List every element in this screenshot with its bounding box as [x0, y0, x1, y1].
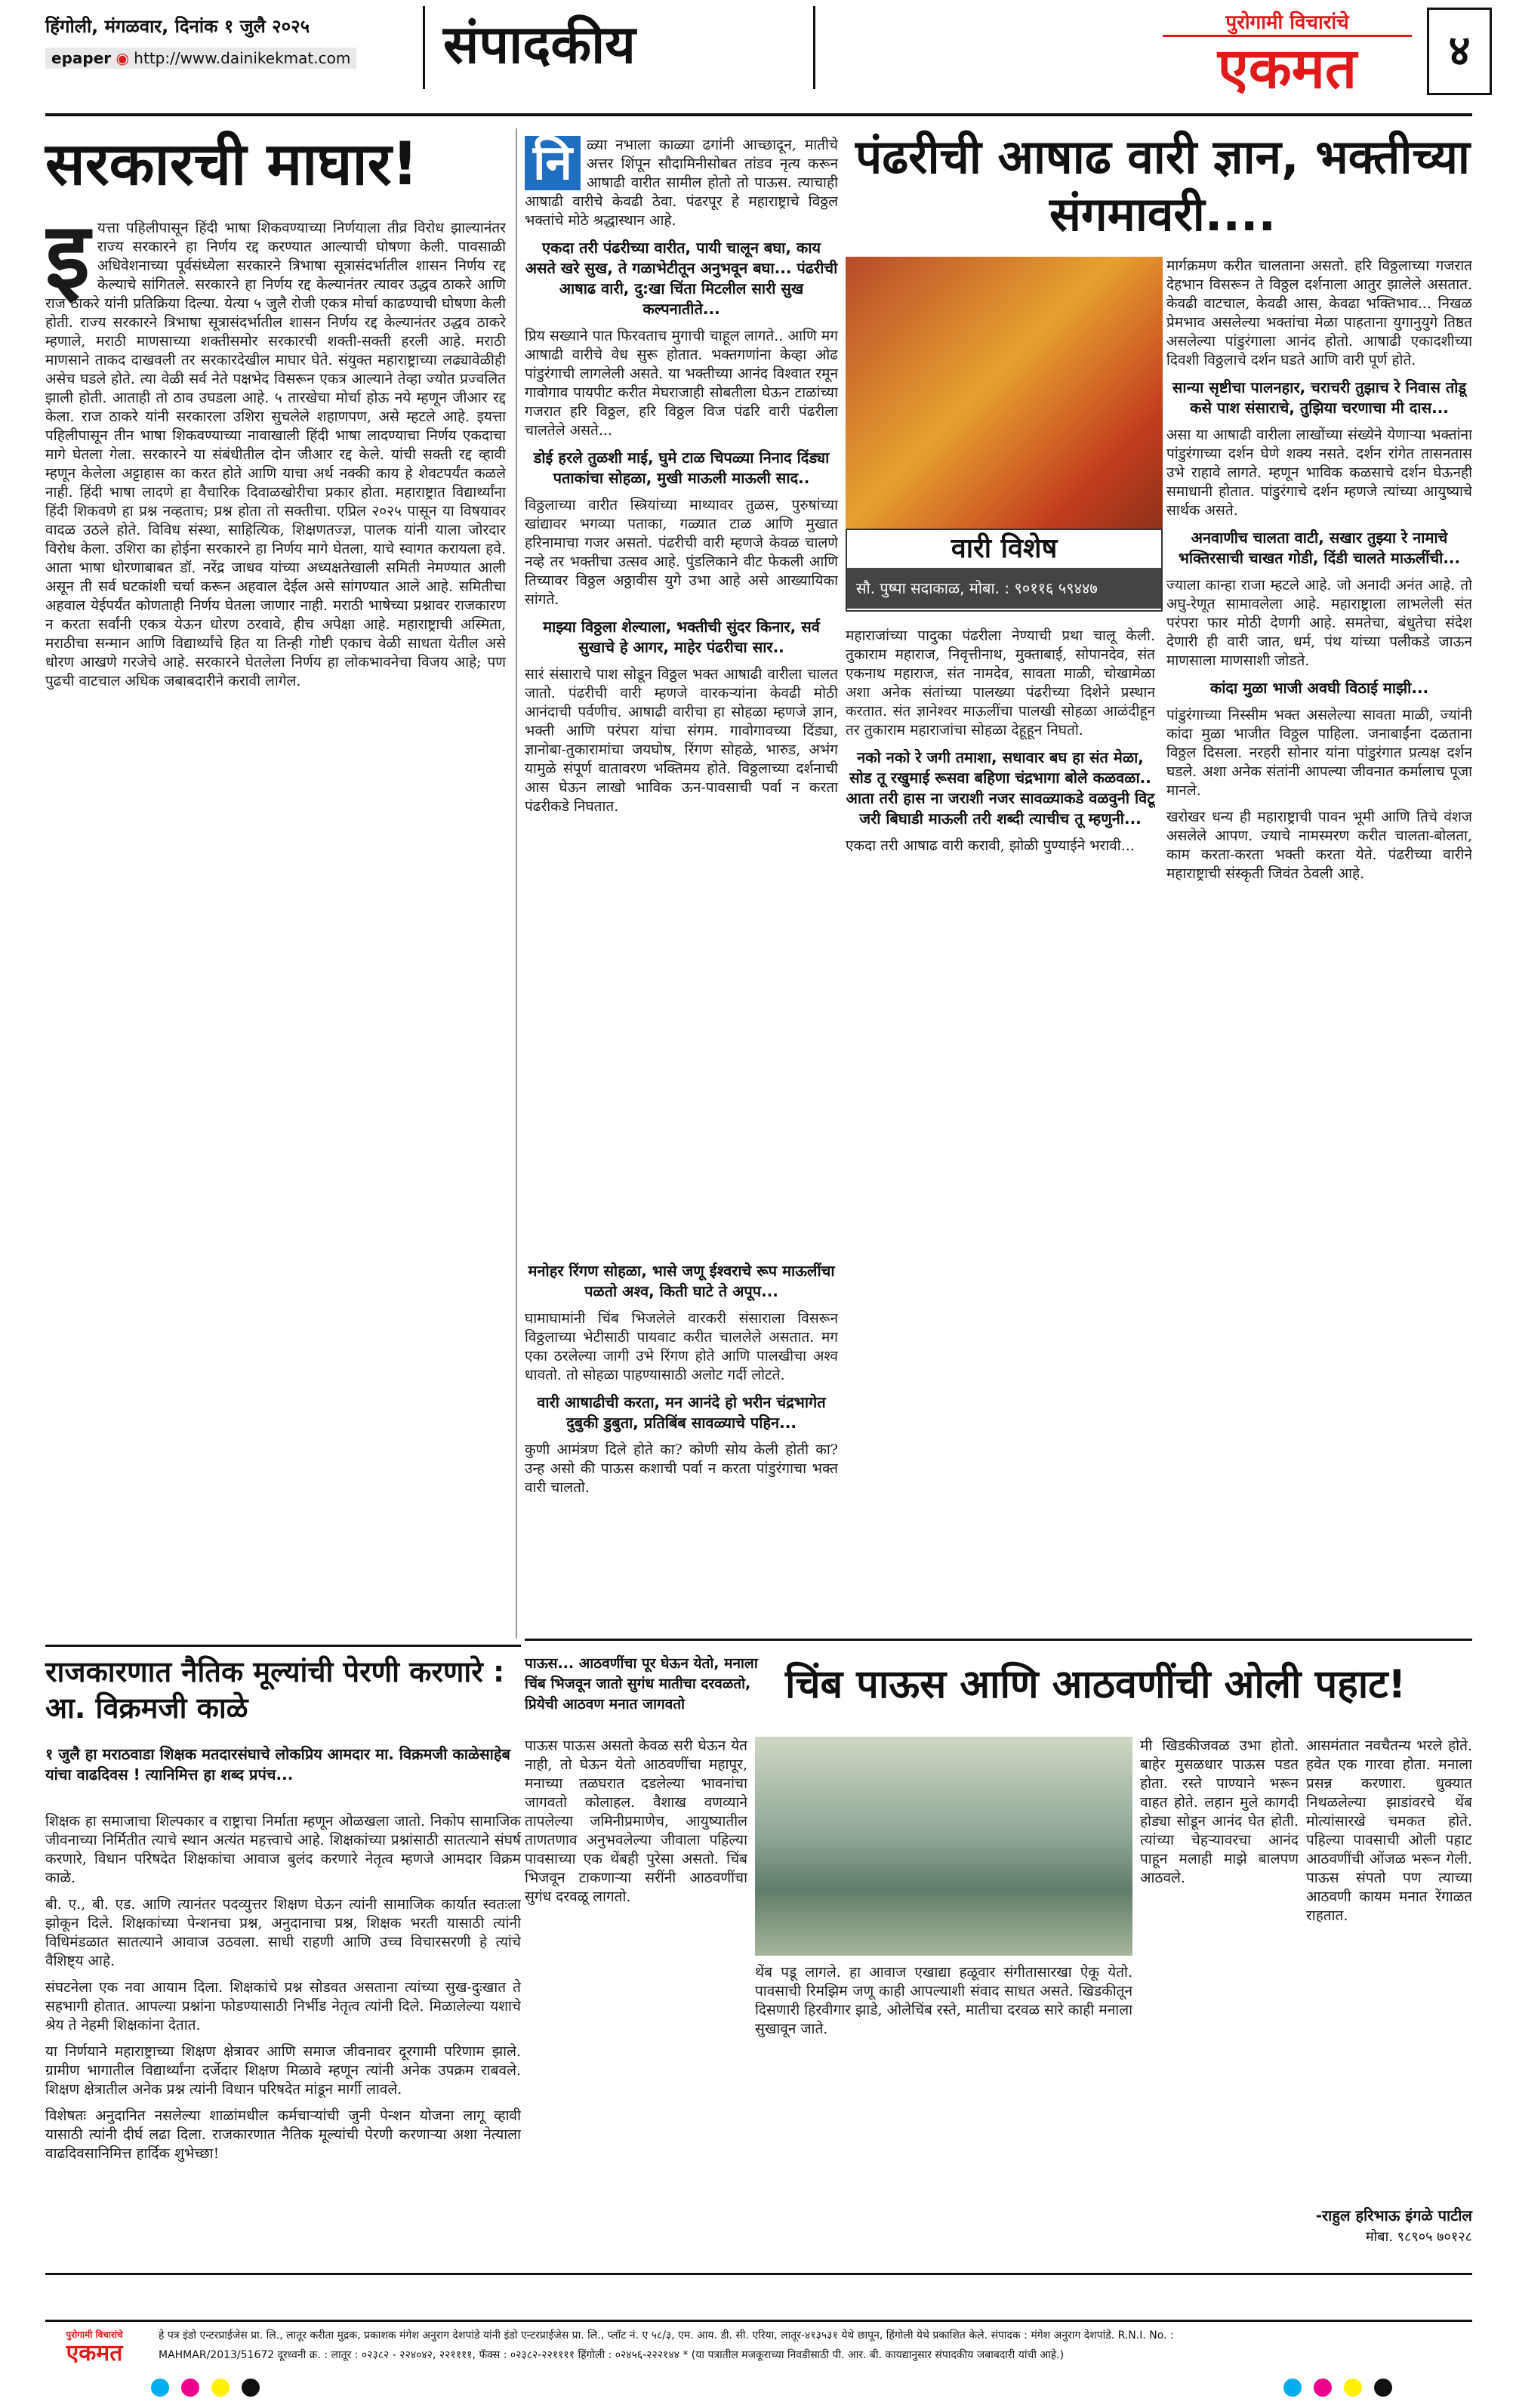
footer — [45, 2320, 1472, 2375]
rain-byline: -राहुल हरिभाऊ इंगळे पाटील — [1315, 2206, 1472, 2225]
wari-col-2 — [525, 1253, 838, 1623]
tribute-paragraph: संघटनेला एक नवा आयाम दिला. शिक्षकांचे प्रश्न सोडवत असताना त्यांच्या सुख-दुःखात ते सहभागी होतात. आपल्या प्रश्नांना फोडण्यासाठी निर्भीड नेतृत्व त्यांनी दिले. मिळालेल्या यशाचे श्रेय ते नेहमी शिक्षकांना देतात. — [45, 1979, 521, 2033]
wari-subhead: एकदा तरी पंढरीच्या वारीत, पायी चालून बघा, काय असते खरे सुख, ते गळाभेटीतून अनुभवून बघा... पंढरीची आषाढ वारी, दु:खा चिंता मिटलील सारी सुख कल्पनातीते... — [525, 239, 838, 318]
globe-icon: ◉ — [116, 49, 134, 67]
tribute-paragraph: बी. ए., बी. एड. आणि त्यानंतर पदव्युत्तर शिक्षण घेऊन त्यांनी सामाजिक कार्यात स्वतःला झोकून दिले. शिक्षकांच्या पेन्शनचा प्रश्न, अनुदानाचा प्रश्न, शिक्षक भरती यासाठी त्यांनी विधिमंडळात सातत्याने आवाज उठवला. साधी राहणी आणि उच्च विचारसरणी हे त्यांचे वैशिष्ट्य आहे. — [45, 1896, 521, 1969]
wari-headline: पंढरीची आषाढ वारी ज्ञान, भक्तीच्या संगमावरी.... — [855, 129, 1470, 242]
logo-name: एकमत — [1217, 36, 1357, 101]
rain-paragraph: थेंब पडू लागले. हा आवाज एखाद्या हळूवार संगीतासारखा ऐकू येतो. पावसाची रिमझिम जणू काही आपल्याशी संवाद साधत असते. खिडकीतून दिसणारी हिरवीगार झाडे, ओलेचिंब रस्ते, मातीचा दरवळ सारे काही मनाला सुखावून जाते. — [755, 1964, 1132, 2037]
dateline: हिंगोली, मंगळवार, दिनांक १ जुलै २०२५ — [45, 16, 310, 37]
wari-paragraph: कुणी आमंत्रण दिले होते का? कोणी सोय केली होती का? उन्ह असो की पाऊस कशाची पर्वा न करता पांडुरंगाचा भक्त वारी चालतो. — [525, 1441, 838, 1496]
section-title: संपादकीय — [423, 6, 815, 89]
column-divider — [516, 128, 517, 1639]
editorial-headline: सरकारची माघार! — [45, 131, 419, 199]
wari-subhead: वारी आषाढीची करता, मन आनंदे हो भरीन चंद्रभागेत दुबुकी डुबुता, प्रतिबिंब सावळ्याचे पहिन... — [537, 1393, 826, 1432]
logo-tagline: पुरोगामी विचारांचे — [1163, 8, 1412, 37]
rain-col-2 — [755, 1963, 1132, 2265]
wari-paragraph: सारं संसाराचे पाश सोडून विठ्ठल भक्त आषाढी वारीला चालत जातो. पंढरीची वारी म्हणजे वारकऱ्यांना केवढी मोठी आनंदाची पर्वणीच. आषाढी वारीचा हा सोहळा म्हणजे ज्ञान, भक्ती आणि परंपरा यांचा संगम. गावोगावच्या दिंड्या, ज्ञानोबा-तुकारामांचा जयघोष, रिंगण सोहळे, भारुड, अभंग यामुळे संपूर्ण वातावरण भक्तिमय होते. विठ्ठलाच्या दर्शनाची आस घेऊन लाखो भाविक ऊन-पावसाची पर्वा न करता पंढरीकडे निघतात. — [525, 666, 838, 815]
rain-photo — [755, 1737, 1132, 1956]
registration-mark — [1374, 2379, 1392, 2397]
tribute-paragraph: शिक्षक हा समाजाचा शिल्पकार व राष्ट्राचा निर्माता म्हणून ओळखला जातो. निकोप सामाजिक जीवनाच्या निर्मितीत त्याचे स्थान अत्यंत महत्त्वाचे आहे. शिक्षकांच्या प्रश्नांसाठी सातत्याने संघर्ष करणारे, विधान परिषदेत शिक्षकांचा आवाज बुलंद करणारे नेतृत्व म्हणजे आमदार विक्रम काळे. — [45, 1813, 521, 1886]
footer-logo-name: एकमत — [66, 2340, 123, 2366]
wari-label — [846, 529, 1163, 612]
wari-paragraph: प्रिय सख्याने पात फिरवताच मुगाची चाहूल लागते.. आणि मग आषाढी वारीचे वेध सुरू होतात. भक्तगणांना केव्हा ओढ पांडुरंगाची लागलेली असते. या भक्तीच्या आनंद विश्वात रमून गावोगाव पायपीट करीत मेघराजाही सोबतीला घेऊन टाळांच्या गजरात हरि विठ्ठल, हरि विठ्ठल विज पंढरि वारी पंढरीला चालतेले असते... — [525, 328, 838, 439]
tribute-paragraph: या निर्णयाने महाराष्ट्राच्या शिक्षण क्षेत्रावर आणि समाज जीवनावर दूरगामी परिणाम झाले. ग्रामीण भागातील विद्यार्थ्यांना दर्जेदार शिक्षण मिळावे म्हणून त्यांनी अनेक उपक्रम राबवले. शिक्षण क्षेत्रातील अनेक प्रश्न त्यांनी विधान परिषदेत मांडून मार्गी लावले. — [45, 2043, 521, 2098]
registration-mark — [1283, 2379, 1302, 2397]
registration-mark — [1344, 2379, 1362, 2397]
rain-col-3 — [1140, 1737, 1299, 2265]
registration-mark — [1314, 2379, 1332, 2397]
rain-paragraph: मी खिडकीजवळ उभा होतो. बाहेर मुसळधार पाऊस पडत होता. रस्ते पाण्याने भरून वाहत होते. लहान मुले कागदी होड्या सोडून आनंद घेत होती. त्यांच्या चेहऱ्यावरचा आनंद पाहून मलाही माझे बालपण आठवले. — [1140, 1737, 1299, 1886]
wari-paragraph: ज्याला कान्हा राजा म्हटले आहे. जो अनादी अनंत आहे. तो अघु-रेणूत सामावलेला आहे. महाराष्ट्राला लाभलेली संत परंपरा फार मोठी देणगी आहे. समतेचा, बंधुतेचा संदेश देणारी ही वारी जात, धर्म, पंथ यांच्या पलीकडे जाऊन माणसाला माणसाशी जोडते. — [1166, 577, 1472, 669]
rain-paragraph: आसमंतात नवचैतन्य भरले होते. हवेत एक गारवा होता. मनाला प्रसन्न करणारा. धुक्यात निथळलेल्या झाडांवरचे थेंब मोत्यांसारखे चमकत होते. पहिल्या पावसाची ओली पहाट आठवणींची ओंजळ भरून गेली. पाऊस संपतो पण त्याच्या आठवणी कायम मनात रेंगाळत राहतात. — [1306, 1737, 1472, 1924]
wari-subhead: नको नको रे जगी तमाशा, सधावार बघ हा संत मेळा, सोड तू रखुमाई रूसवा बहिणा चंद्रभागा बोले कळवळा.. आता तरी हास ना जराशी नजर सावळ्याकडे वळवुनी विटू जरी बिघाडी माऊली तरी शब्दी त्याचीच तू म्हणुनी... — [846, 748, 1155, 828]
website-link[interactable]: http://www.dainikekmat.com — [134, 49, 351, 67]
wari-paragraph: विठ्ठलाच्या वारीत स्त्रियांच्या माथ्यावर तुळस, पुरुषांच्या खांद्यावर भगव्या पताका, गळ्यात टाळ आणि मुखात हरिनामाचा गजर असतो. पंढरीची वारी म्हणजे केवळ चालणे नव्हे तर भक्तीचा उत्सव आहे. पुंडलिकाने वीट फेकली आणि तिच्यावर विठ्ठल अठ्ठावीस युगे उभा आहे असे आख्यायिका सांगते. — [525, 497, 838, 608]
wari-intro: ळ्या नभाला काळ्या ढगांनी आच्छादून, मातीचे अत्तर शिंपून सौदामिनीसोबत तांडव नृत्य करून आषाढी वारीत सामील होतो तो पाऊस. त्याचाही आषाढी वारीचे केवढी ठेवा. पंढरपूर हे महाराष्ट्राचे विठ्ठल भक्तांचे मोठे श्रद्धास्थान आहे. — [525, 137, 838, 229]
registration-mark — [211, 2379, 230, 2397]
wari-subhead: मनोहर रिंगण सोहळा, भासे जणू ईश्वराचे रूप माऊलींचा पळतो अश्व, किती घाटे ते अपूप... — [528, 1262, 835, 1300]
registration-mark — [181, 2379, 199, 2397]
wari-byline: सौ. पुष्पा सदाकाळ, मोबा. : ९०११६ ५९४४७ — [847, 568, 1161, 609]
wari-paragraph: पांडुरंगाच्या निस्सीम भक्त असलेल्या सावता माळी, ज्यांनी कांदा मुळा भाजीत विठ्ठल पाहिला. जनाबाईंना दळताना विठ्ठल दिसला. नरहरी सोनार यांना पांडुरंगात प्रत्यक्ष दर्शन घडले. अशा अनेक संतांनी आपल्या जीवनात कर्मालाच पूजा मानले. — [1166, 707, 1472, 799]
wari-subhead: अनवाणीच चालता वाटी, सखार तुझ्या रे नामाचे भक्तिरसाची चाखत गोडी, दिंडी चालते माऊलींची... — [1178, 529, 1461, 567]
wari-col-4 — [1166, 257, 1472, 1631]
tribute-paragraph: विशेषतः अनुदानित नसलेल्या शाळांमधील कर्मचाऱ्यांची जुनी पेन्शन योजना लागू व्हावी यासाठी त्यांनी दीर्घ लढा दिला. राजकारणात नैतिक मूल्यांची पेरणी करणाऱ्या अशा नेत्याला वाढदिवसानिमित्त हार्दिक शुभेच्छा! — [45, 2107, 521, 2162]
wari-paragraph: खरोखर धन्य ही महाराष्ट्राची पावन भूमी आणि तिचे वंशज असलेले आपण. ज्याचे नामस्मरण करीत चालता-बोलता, काम करता-करता भक्ती करता येते. पंढरीच्या वारीने महाराष्ट्राची संस्कृती जिवंत ठेवली आहे. — [1166, 809, 1472, 882]
wari-subhead: सान्या सृष्टीचा पालनहार, चराचरी तुझाच रे निवास तोडू कसे पाश संसाराचे, तुझिया चरणाचा मी दास... — [1172, 378, 1467, 417]
wari-paragraph: एकदा तरी आषाढ वारी करावी, झोळी पुण्याईने भरावी... — [846, 837, 1135, 854]
wari-col-1 — [525, 136, 838, 1246]
wari-paragraph: महाराजांच्या पादुका पंढरीला नेण्याची प्रथा चालू केली. तुकाराम महाराज, निवृत्तीनाथ, मुक्ताबाई, सोपानदेव, संत एकनाथ महाराज, संत नामदेव, सावता माळी, चोखामेळा अशा अनेक संतांच्या पालख्या पंढरीच्या दिशेने प्रस्थान करतात. संत ज्ञानेश्वर माऊलींचा पालखी सोहळा आळंदीहून तर तुकाराम महाराजांचा सोहळा देहूहून निघतो. — [846, 627, 1155, 738]
masthead-logo — [1163, 8, 1412, 106]
rain-col-1 — [525, 1737, 747, 2265]
registration-mark — [151, 2379, 169, 2397]
tribute-lead: १ जुलै हा मराठवाडा शिक्षक मतदारसंघाचे लोकप्रिय आमदार मा. विक्रमजी काळेसाहेब यांचा वाढदिवस ! त्यानिमित्त हा शब्द प्रपंच... — [45, 1745, 510, 1784]
tribute-col-1 — [45, 1812, 521, 2265]
tribute-headline: राजकारणात नैतिक मूल्यांची पेरणी करणारे : आ. विक्रमजी काळे — [45, 1655, 505, 1725]
wari-subhead: डोई हरले तुळशी माई, घुमे टाळ चिपळ्या निनाद दिंड्या पताकांचा सोहळा, मुखी माऊली माऊली साद.. — [533, 449, 830, 487]
footer-logo-tagline: पुरोगामी विचारांचे — [66, 2329, 123, 2340]
wari-intro-cap: नि — [525, 136, 581, 190]
rain-divider — [525, 1639, 1472, 1641]
wari-paragraph: मार्गक्रमण करीत चालताना असतो. हरि विठ्ठलाच्या गजरात देहभान विसरून ते विठ्ठल दर्शनाला आतुर झालेले असतात. केवढी वाटचाल, केवढी आस, केवढा भक्तिभाव... निखळ प्रेमभाव असलेल्या भक्तांचा मेळा पाहताना युगानुयुगे तिष्ठत असलेल्या पांडुरंगाला आनंद होतो. आषाढी एकादशीच्या दिवशी विठ्ठलाचे दर्शन घडते आणि वारी पूर्ण होते. — [1166, 257, 1472, 368]
rain-col-4 — [1306, 1737, 1472, 2197]
wari-subhead: माझ्या विठ्ठला शेल्याला, भक्तीची सुंदर किनार, सर्व सुखाचे हे आगर, माहेर पंढरीचा सार.. — [543, 618, 820, 656]
editorial-dropcap: इ — [45, 219, 90, 309]
footer-logo — [45, 2328, 143, 2366]
page-number: ४ — [1427, 8, 1492, 95]
rain-paragraph: पाऊस पाऊस असतो केवळ सरी घेऊन येत नाही, तो घेऊन येतो आठवणींचा महापूर, मनाच्या तळघरात दडलेल्या भावनांचा जागवतो कोलाहल. वैशाख वणव्याने तापलेल्या जमिनीप्रमाणेच, आयुष्यातील ताणतणाव अनुभवलेल्या जीवाला पहिल्या पावसाच्या एक थेंबही पुरेसा असतो. चिंब भिजवून टाकणाऱ्या सरींनी आठवणींचा सुगंध दरवळू लागतो. — [525, 1737, 747, 1905]
rain-headline: चिंब पाऊस आणि आठवणींची ओली पहाट! — [785, 1662, 1407, 1707]
footer-imprint: हे पत्र इंडो एन्टरप्राईजेस प्रा. लि., लातूर करीता मुद्रक, प्रकाशक मंगेश अनुराग देशपांडे यांनी इंडो एन्टरप्राईजेस प्रा. लि., प्लॉट नं. ए ५८/३, एम. आय. डी. सी. एरिया, लातूर-४१३५३१ येथे छापून, हिंगोली येथे प्रकाशित केले. संपादक : मंगेश अनुराग देशपांडे. R.N.I. No. : — [159, 2329, 1174, 2342]
epaper-bar — [45, 48, 356, 69]
rain-poem: पाऊस... आठवणींचा पूर घेऊन येतो, मनाला चिंब भिजवून जातो सुगंध मातीचा दरवळतो, प्रियेची आठवण मनात जागवतो — [525, 1655, 758, 1713]
wari-special-label: वारी विशेष — [951, 533, 1058, 564]
bottom-divider — [45, 2273, 1472, 2275]
tribute-divider — [45, 1645, 521, 1647]
epaper-label: epaper — [51, 49, 112, 67]
registration-mark — [242, 2379, 260, 2397]
wari-paragraph: असा या आषाढी वारीला लाखोंच्या संख्येने येणाऱ्या भक्तांना पांडुरंगाच्या दर्शन घेणे शक्य नसते. दर्शन रांगेत तासनतास उभे राहावे लागते. म्हणून भाविक कळसाचे दर्शन घेऊनही समाधानी होतात. पांडुरंगाचे दर्शन म्हणजे त्यांच्या आयुष्याचे सार्थक असते. — [1166, 427, 1472, 519]
editorial-body: यत्ता पहिलीपासून हिंदी भाषा शिकवण्याच्या निर्णयाला तीव्र विरोध झाल्यानंतर राज्य सरकारने हा निर्णय रद्द करण्यात आल्याची घोषणा केली. पावसाळी अधिवेशनाच्या पूर्वसंध्येला सरकारने त्रिभाषा सूत्रासंदर्भातील शासन निर्णय रद्द केल्याचे सांगितले. सरकारने हा निर्णय रद्द केल्यानंतर त्यावर उद्धव ठाकरे आणि राज ठाकरे यांनी प्रतिक्रिया दिल्या. येत्या ५ जुलै रोजी एकत्र मोर्चा काढण्याची घोषणा केली होती. राज्य सरकारने त्रिभाषा सूत्रासंदर्भातील शासन निर्णय रद्द केल्यानंतर उद्धव ठाकरे म्हणाले, मराठी माणसाच्या शक्तीसमोर सरकारची शक्ती-सक्ती हरली आहे. मराठी माणसाने ताकद दाखवली तर सरकारदेखील माघार घेते. संयुक्त महाराष्ट्राच्या लढ्यावेळीही असेच घडले होते. त्या वेळी सर्व नेते पक्षभेद विसरून एकत्र आल्याने तेव्हा ज्योत प्रज्वलित झाली होती. आताही तो ठाव उघडला आहे. ५ तारखेचा मोर्चा होऊ नये म्हणून जीआर रद्द केला. राज ठाकरे यांनी सरकारला उशिरा सुचलेले शहाणपण, असे म्हटले आहे. इयत्ता पहिलीपासून तीन भाषा शिकवण्याच्या नावाखाली हिंदी भाषा लादण्याचा निर्णय एकदाचा मागे घेतला गेला. सरकारने या संबंधीतील दोन जीआर रद्द केले. यांची सक्ती रद्द व्हावी म्हणून केलेला अट्टाहास का करत होते आणि याचा अर्थ नक्की काय हे शेवटपर्यंत कळले नाही. हिंदी भाषा लादणे हा वैचारिक दिवाळखोरीचा प्रकार होता. महाराष्ट्रात विद्यार्थ्यांना हिंदी शिकवणे हा प्रश्न नव्हताच; प्रश्न होता तो सक्तीचा. एप्रिल २०२५ पासून या विषयावर वादळ उठले होते. विविध संस्था, साहित्यिक, शिक्षणतज्ज्ञ, पालक यांनी याला जोरदार विरोध केला. उशिरा का होईना सरकारने हा निर्णय मागे घेतला, याचे स्वागत करायला हवे. आता भाषा धोरणाबाबत डॉ. नरेंद्र जाधव यांच्या अध्यक्षतेखाली समिती नेमण्यात आली असून ती सर्व घटकांशी चर्चा करून अहवाल देईल असे सांगण्यात आले आहे. समितीचा अहवाल येईपर्यंत कोणताही निर्णय घेतला जाणार नाही. मराठी भाषेच्या प्रश्नावर राजकारण न करता सर्वांनी एकत्र येऊन धोरण ठरवावे, हीच अपेक्षा आहे. महाराष्ट्राची अस्मिता, मराठीचा सन्मान आणि विद्यार्थ्यांचे हित या तिन्ही गोष्टी एकाच वेळी साधता येतील असे धोरण आखणे गरजेचे आहे. सरकारने घेतलेला निर्णय हा लोकभावनेचा विजय आहे; पण पुढची वाटचाल अधिक जबाबदारीने करावी लागेल. — [45, 220, 506, 689]
wari-paragraph: घामाघामांनी चिंब भिजलेले वारकरी संसाराला विसरून विठ्ठलाच्या भेटीसाठी पायवाट करीत चाललेले असतात. मग एका ठरलेल्या जागी उभे रिंगण होते आणि पालखीचा अश्व धावतो. तो सोहळा पाहण्यासाठी अलोट गर्दी लोटते. — [525, 1310, 838, 1383]
editorial-article — [45, 219, 506, 1631]
footer-reg: MAHMAR/2013/51672 दूरध्वनी क्र. : लातूर : ०२३८२ - २२४०४२, २२११११, फॅक्स : ०२३८२-२२११११ हिंगोली : ०२४५६-२२२१४४ * (या पत्रातील मजकूराच्या निवडीसाठी पी. आर. बी. कायद्यानुसार संपादकीय जबाबदारी यांची आहे.) — [159, 2349, 1065, 2361]
masthead-rule — [45, 113, 1472, 116]
rain-phone: मोबा. ९८९०५ ७०१२८ — [1365, 2229, 1472, 2245]
wari-col-3 — [846, 627, 1155, 1631]
wari-subhead: कांदा मुळा भाजी अवघी विठाई माझी... — [1209, 679, 1429, 697]
